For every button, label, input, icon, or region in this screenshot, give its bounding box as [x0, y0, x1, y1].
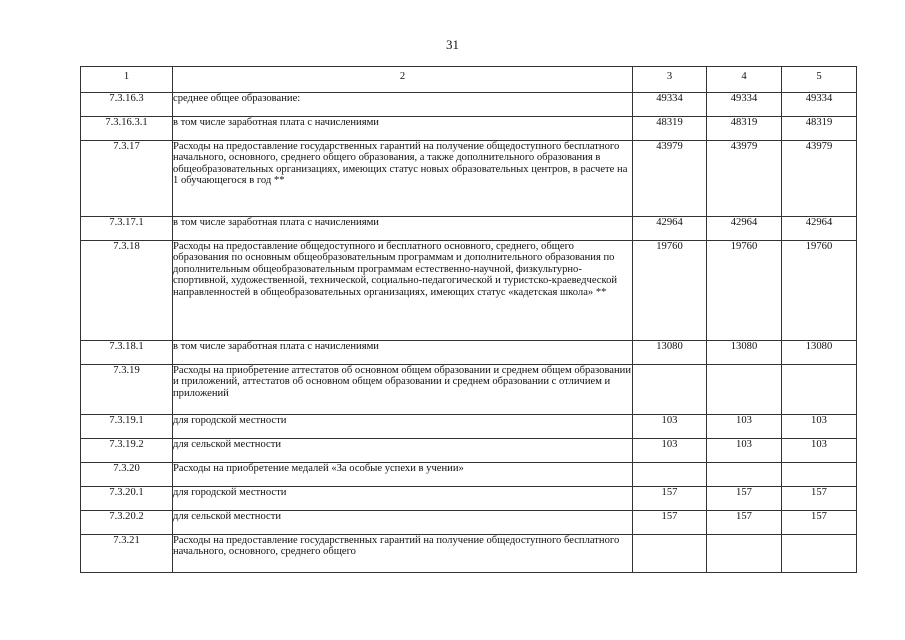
row-code: 7.3.19.2: [81, 439, 173, 463]
row-description: среднее общее образование:: [173, 93, 633, 117]
column-header: 3: [633, 67, 707, 93]
row-value-5: 103: [782, 415, 857, 439]
expenses-table: [80, 66, 857, 573]
row-value-4: 157: [707, 487, 782, 511]
row-value-5: [782, 535, 857, 573]
row-value-4: 43979: [707, 141, 782, 217]
row-value-4: 19760: [707, 241, 782, 341]
row-description: Расходы на предоставление государственных гарантий на получение общедоступного бесплатного начального, основного, среднего общего образования, а также дополнительного образования в общеобразовательных организациях, имеющих статус новых образовательных центров, в расчете на 1 обучающегося в год **: [173, 141, 633, 217]
row-value-4: [707, 535, 782, 573]
row-value-5: [782, 463, 857, 487]
row-value-3: 103: [633, 439, 707, 463]
table-row: [81, 241, 857, 341]
row-description: в том числе заработная плата с начислениями: [173, 117, 633, 141]
row-value-3: 49334: [633, 93, 707, 117]
table-row: [81, 365, 857, 415]
column-header: 4: [707, 67, 782, 93]
row-code: 7.3.17: [81, 141, 173, 217]
row-value-3: 43979: [633, 141, 707, 217]
row-value-5: 19760: [782, 241, 857, 341]
row-value-3: [633, 463, 707, 487]
row-code: 7.3.20.2: [81, 511, 173, 535]
row-code: 7.3.17.1: [81, 217, 173, 241]
row-value-3: 13080: [633, 341, 707, 365]
row-value-3: 19760: [633, 241, 707, 341]
row-value-4: 157: [707, 511, 782, 535]
table-row: [81, 415, 857, 439]
row-value-3: 157: [633, 487, 707, 511]
row-code: 7.3.18.1: [81, 341, 173, 365]
row-description: для сельской местности: [173, 439, 633, 463]
row-value-5: 42964: [782, 217, 857, 241]
table-header-row: [81, 67, 857, 93]
table-row: [81, 141, 857, 217]
table-row: [81, 535, 857, 573]
row-value-3: 48319: [633, 117, 707, 141]
row-description: в том числе заработная плата с начислениями: [173, 341, 633, 365]
column-header: 5: [782, 67, 857, 93]
row-value-4: 13080: [707, 341, 782, 365]
row-description: для сельской местности: [173, 511, 633, 535]
row-value-3: 42964: [633, 217, 707, 241]
row-description: для городской местности: [173, 487, 633, 511]
row-value-5: 157: [782, 511, 857, 535]
row-code: 7.3.20.1: [81, 487, 173, 511]
row-description: Расходы на предоставление государственных гарантий на получение общедоступного бесплатного начального, основного, среднего общего: [173, 535, 633, 573]
row-code: 7.3.18: [81, 241, 173, 341]
column-header: 1: [81, 67, 173, 93]
table-row: [81, 439, 857, 463]
row-value-4: 48319: [707, 117, 782, 141]
row-description: Расходы на предоставление общедоступного и бесплатного основного, среднего, общего образования по основным общеобразовательным программам и дополнительного образования по дополнительным общеобразовательным программам естественно-научной, физкультурно-спортивной, художественной, технической, социально-педагогической и туристско-краеведческой направленностей в общеобразовательных организациях, имеющих статус «кадетская школа» **: [173, 241, 633, 341]
row-code: 7.3.16.3.1: [81, 117, 173, 141]
row-value-3: 103: [633, 415, 707, 439]
row-code: 7.3.19: [81, 365, 173, 415]
row-value-5: [782, 365, 857, 415]
table-row: [81, 463, 857, 487]
row-description: Расходы на приобретение аттестатов об основном общем образовании и среднем общем образовании и приложений, аттестатов об основном общем образовании и среднем образовании с отличием и приложений: [173, 365, 633, 415]
row-description: для городской местности: [173, 415, 633, 439]
row-value-4: 49334: [707, 93, 782, 117]
row-code: 7.3.16.3: [81, 93, 173, 117]
table-row: [81, 511, 857, 535]
row-value-5: 103: [782, 439, 857, 463]
row-description: в том числе заработная плата с начислениями: [173, 217, 633, 241]
row-value-3: [633, 365, 707, 415]
row-value-3: 157: [633, 511, 707, 535]
row-value-5: 48319: [782, 117, 857, 141]
row-code: 7.3.21: [81, 535, 173, 573]
row-value-4: 103: [707, 415, 782, 439]
row-code: 7.3.19.1: [81, 415, 173, 439]
row-value-4: 103: [707, 439, 782, 463]
row-value-4: 42964: [707, 217, 782, 241]
row-code: 7.3.20: [81, 463, 173, 487]
row-value-5: 49334: [782, 93, 857, 117]
row-value-4: [707, 365, 782, 415]
row-description: Расходы на приобретение медалей «За особые успехи в учении»: [173, 463, 633, 487]
row-value-5: 13080: [782, 341, 857, 365]
page-number: 31: [446, 37, 459, 52]
row-value-4: [707, 463, 782, 487]
row-value-3: [633, 535, 707, 573]
table-row: [81, 341, 857, 365]
row-value-5: 157: [782, 487, 857, 511]
table-row: [81, 93, 857, 117]
table-row: [81, 487, 857, 511]
table-row: [81, 117, 857, 141]
column-header: 2: [173, 67, 633, 93]
row-value-5: 43979: [782, 141, 857, 217]
table-row: [81, 217, 857, 241]
